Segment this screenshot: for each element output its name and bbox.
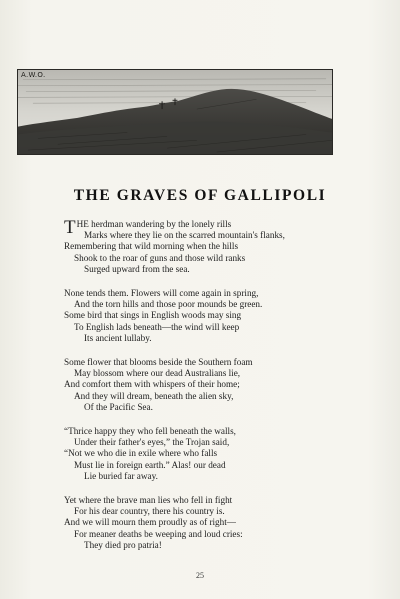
poem-line: May blossom where our dead Australians lie, bbox=[74, 368, 241, 379]
poem-line: To English lads beneath—the wind will keep bbox=[74, 321, 240, 332]
poem-line: Remembering that wild morning when the hills bbox=[64, 241, 239, 252]
poem-body bbox=[64, 219, 364, 564]
poem-line: Of the Pacific Sea. bbox=[84, 401, 153, 412]
poem-line: Must lie in foreign earth.” Alas! our dead bbox=[74, 459, 226, 470]
poem-line: “Not we who die in exile where who falls bbox=[64, 448, 218, 459]
landscape-sketch bbox=[18, 70, 332, 154]
stanza-1 bbox=[64, 219, 364, 275]
poem-line: Its ancient lullaby. bbox=[84, 332, 152, 343]
artist-signature: A.W.O. bbox=[21, 71, 46, 79]
poem-line: Lie buried far away. bbox=[84, 470, 158, 481]
poem-line: And the torn hills and those poor mounds be green. bbox=[74, 299, 263, 310]
stanza-4 bbox=[64, 426, 364, 482]
poem-line: For meaner deaths be weeping and loud cries: bbox=[74, 528, 243, 539]
stanza-2 bbox=[64, 288, 364, 344]
poem-line: And comfort them with whispers of their home; bbox=[64, 379, 240, 390]
poem-line: THE herdman wandering by the lonely rills bbox=[64, 217, 232, 238]
poem-line: And they will dream, beneath the alien sky, bbox=[74, 390, 234, 401]
poem-line: None tends them. Flowers will come again in spring, bbox=[64, 288, 259, 299]
hillside-graves-illustration bbox=[17, 69, 333, 155]
poem-line: Shook to the roar of guns and those wild ranks bbox=[74, 252, 246, 263]
stanza-3 bbox=[64, 357, 364, 413]
drop-cap: T bbox=[64, 217, 76, 238]
poem-line: And we will mourn them proudly as of right— bbox=[64, 517, 236, 528]
poem-line: They died pro patria! bbox=[84, 539, 162, 550]
stanza-5 bbox=[64, 495, 364, 551]
poem-line: Some bird that sings in English woods may sing bbox=[64, 310, 242, 321]
page-number: 25 bbox=[196, 571, 204, 580]
poem-line: “Thrice happy they who fell beneath the walls, bbox=[64, 426, 236, 437]
poem-line: Yet where the brave man lies who fell in fight bbox=[64, 495, 233, 506]
poem-line: Surged upward from the sea. bbox=[84, 263, 190, 274]
poem-line: Some flower that blooms beside the Southern foam bbox=[64, 357, 253, 368]
poem-line: For his dear country, there his country is. bbox=[74, 506, 225, 517]
poem-line: Marks where they lie on the scarred mountain's flanks, bbox=[84, 230, 285, 241]
poem-title: THE GRAVES OF GALLIPOLI bbox=[73, 187, 327, 204]
poem-line: Under their father's eyes,” the Trojan said, bbox=[74, 437, 230, 448]
